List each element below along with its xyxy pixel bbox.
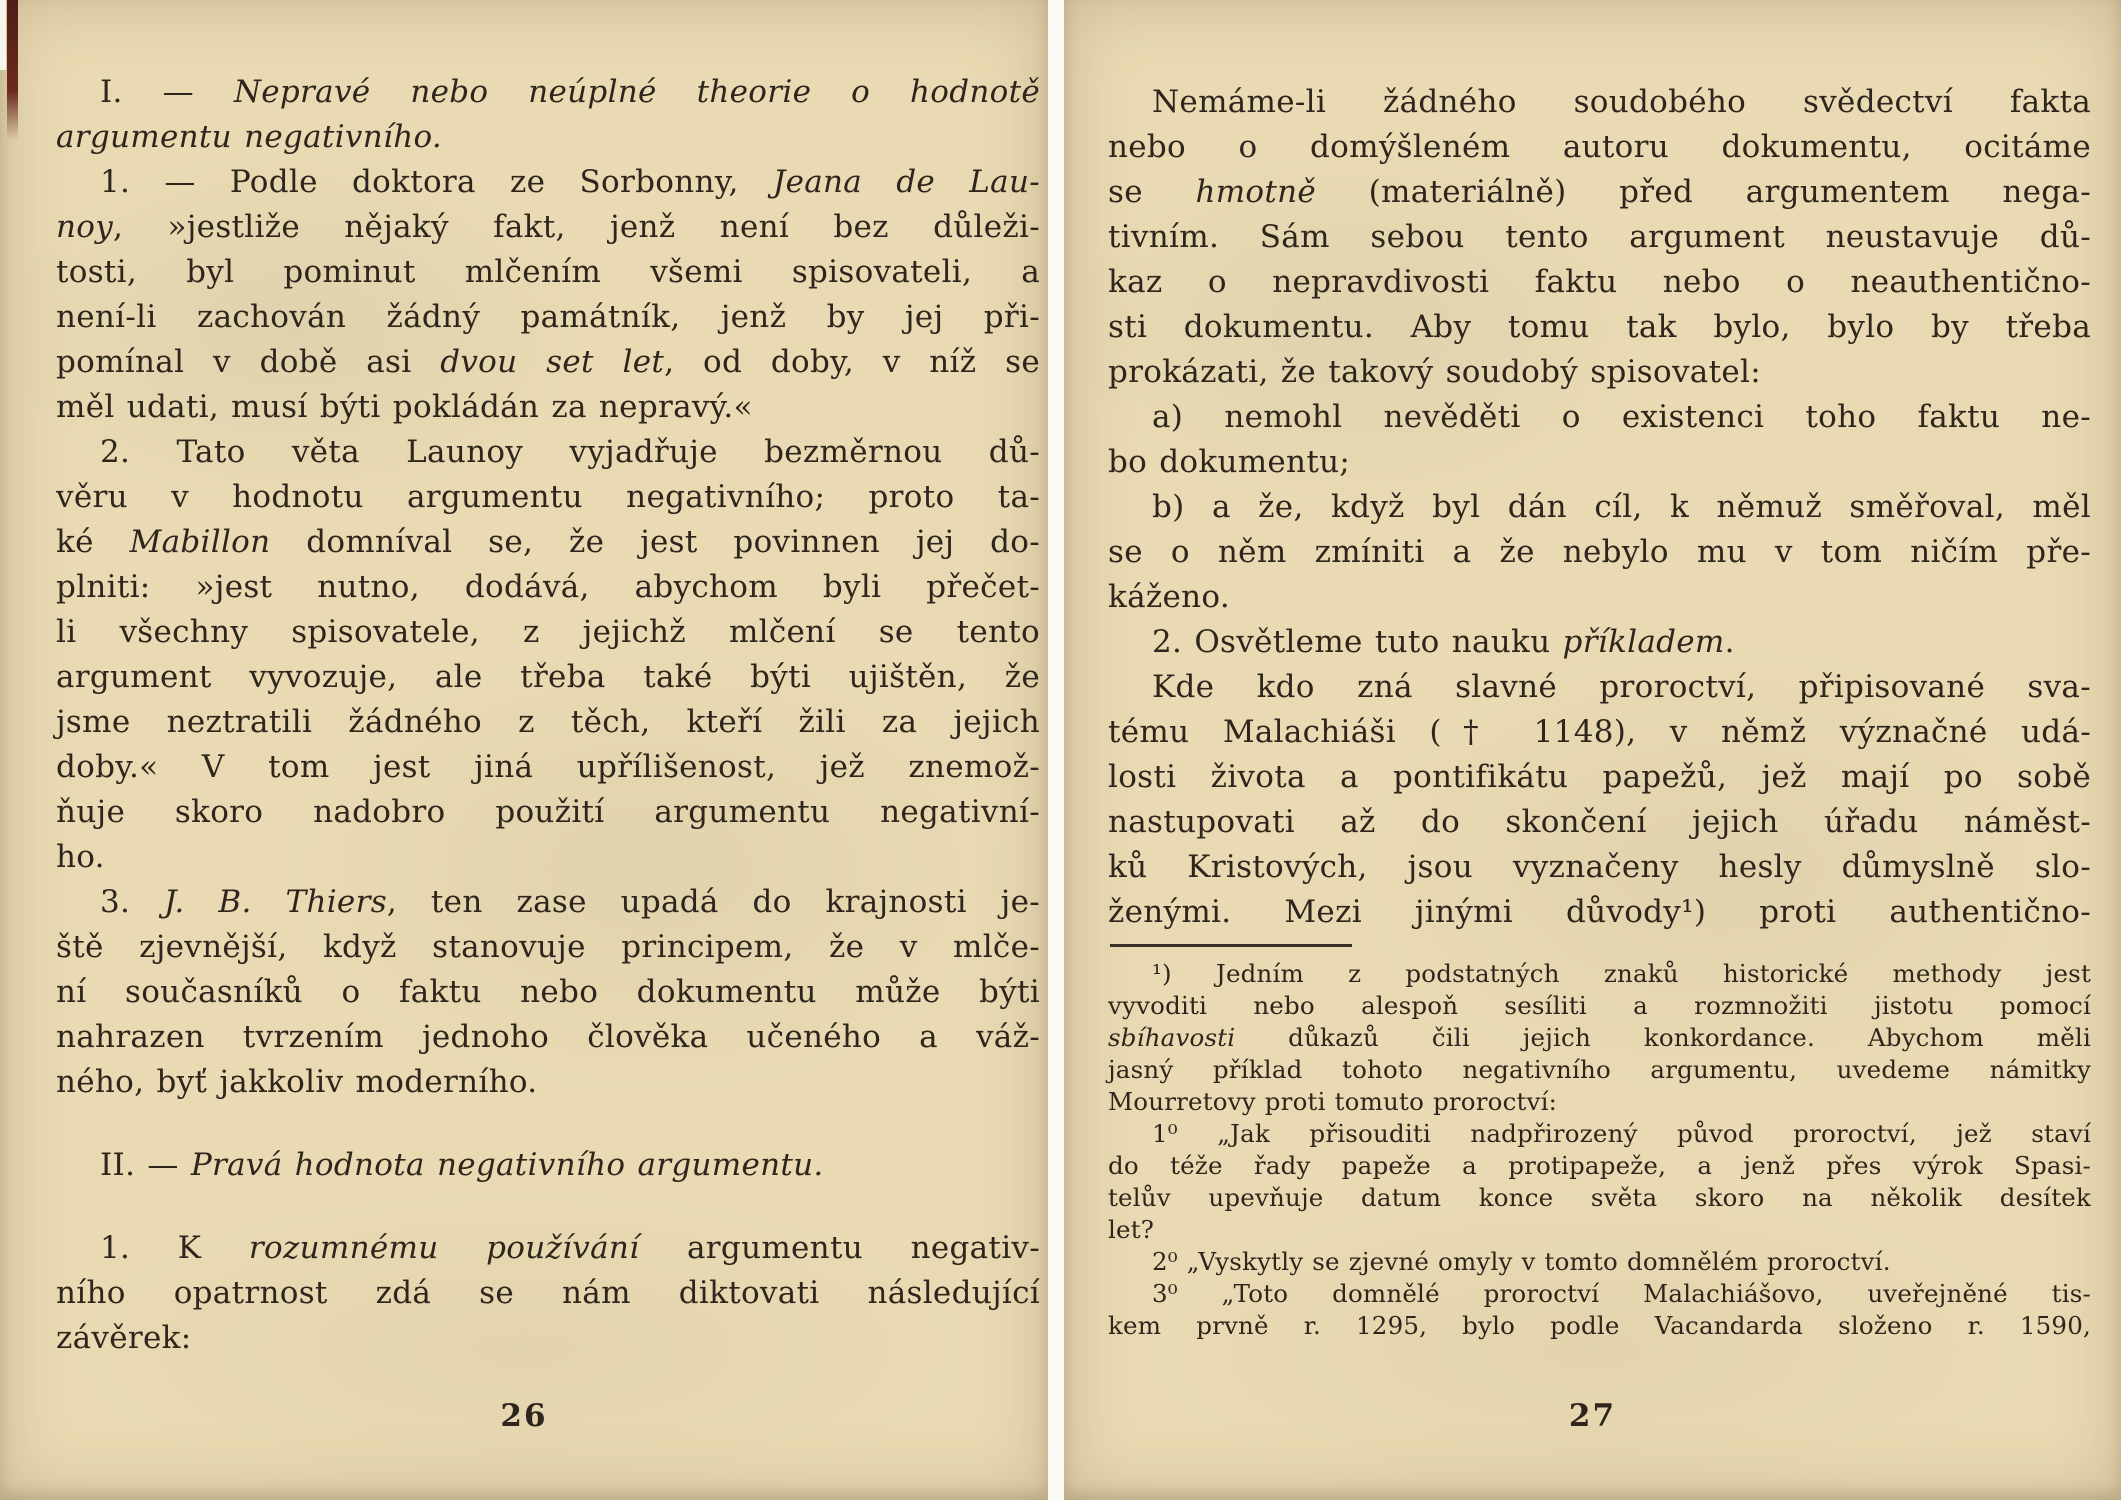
text-line: plniti: »jest nutno, dodává, abychom byli přečet- (56, 569, 1040, 605)
text-line: se hmotně (materiálně) před argumentem nega- (1108, 174, 2091, 210)
text-line: telův upevňuje datum konce světa skoro na několik desítek (1108, 1183, 2091, 1212)
text-line: bo dokumentu; (1108, 444, 1351, 480)
text-line: pomínal v době asi dvou set let, od doby, v níž se (56, 344, 1040, 380)
text-line: Mourretovy proti tomuto proroctví: (1108, 1087, 1558, 1116)
text-line: sbíhavosti důkazů čili jejich konkordance. Abychom měli (1108, 1023, 2091, 1052)
text-line: a) nemohl nevěděti o existenci toho faktu ne- (1152, 399, 2091, 435)
text-line: vyvoditi nebo alespoň sesíliti a rozmnožiti jistotu pomocí (1108, 991, 2091, 1020)
text-line: b) a že, když byl dán cíl, k němuž směřoval, měl (1152, 489, 2091, 525)
text-line: doby.« V tom jest jiná upřílišenost, jež znemož- (56, 749, 1040, 785)
text-line: ké Mabillon domníval se, že jest povinnen jej do- (56, 524, 1040, 560)
text-line: noy, »jestliže nějaký fakt, jenž není bez důleži- (56, 209, 1040, 245)
text-line: věru v hodnotu argumentu negativního; proto ta- (56, 479, 1040, 515)
text-line: jasný příklad tohoto negativního argumentu, uvedeme námitky (1108, 1055, 2091, 1084)
text-line: ního opatrnost zdá se nám diktovati následující (56, 1275, 1040, 1311)
text-line: ků Kristových, jsou vyznačeny hesly důmyslně slo- (1108, 849, 2091, 885)
text-line: sti dokumentu. Aby tomu tak bylo, bylo by třeba (1108, 309, 2091, 345)
text-line: tosti, byl pominut mlčením všemi spisovateli, a (56, 254, 1040, 290)
text-line: tému Malachiáši († 1148), v němž význačné udá- (1108, 714, 2091, 750)
text-line: argumentu negativního. (56, 119, 443, 155)
text-line: měl udati, musí býti pokládán za nepravý.« (56, 389, 753, 425)
footnote-rule (1110, 944, 1352, 947)
text-line: 1. — Podle doktora ze Sorbonny, Jeana de Lau- (100, 164, 1040, 200)
text-line: jsme neztratili žádného z těch, kteří žili za jejich (56, 704, 1040, 740)
text-line: do téže řady papeže a protipapeže, a jenž přes výrok Spasi- (1108, 1151, 2091, 1180)
text-line: 1. K rozumnému používání argumentu negativ- (100, 1230, 1040, 1266)
page-text (0, 0, 1048, 1361)
text-line: I. — Nepravé nebo neúplné theorie o hodnotě (100, 74, 1041, 110)
text-line: 2⁰ „Vyskytly se zjevné omyly v tomto domnělém proroctví. (1152, 1247, 1891, 1276)
text-line: prokázati, že takový soudobý spisovatel: (1108, 354, 1761, 390)
text-line: káženo. (1108, 579, 1230, 615)
text-line: ště zjevnější, když stanovuje principem, že v mlče- (56, 929, 1040, 965)
text-line: se o něm zmíniti a že nebylo mu v tom ničím pře- (1108, 534, 2091, 570)
text-line: závěrek: (56, 1320, 192, 1356)
page-26 (0, 0, 1048, 1500)
text-line: kem prvně r. 1295, bylo podle Vacandarda složeno r. 1590, (1108, 1311, 2091, 1340)
text-line: li všechny spisovatele, z jejichž mlčení se tento (56, 614, 1040, 650)
page-gutter (1048, 0, 1064, 1500)
text-line: ¹) Jedním z podstatných znaků historické methody jest (1152, 959, 2091, 988)
text-line: 3. J. B. Thiers, ten zase upadá do krajnosti je- (100, 884, 1040, 920)
text-line: nastupovati až do skončení jejich úřadu náměst- (1108, 804, 2091, 840)
text-line: není-li zachován žádný památník, jenž by jej při- (56, 299, 1040, 335)
text-line: kaz o nepravdivosti faktu nebo o neauthentično- (1108, 264, 2091, 300)
page-number: 26 (500, 1398, 548, 1434)
text-line: ho. (56, 839, 105, 875)
text-line: 1⁰ „Jak přisouditi nadpřirozený původ proroctví, jež staví (1152, 1119, 2091, 1148)
text-line: Nemáme-li žádného soudobého svědectví fakta (1152, 84, 2091, 120)
text-line: let? (1108, 1215, 1155, 1244)
text-line: nebo o domýšleném autoru dokumentu, ocitáme (1108, 129, 2091, 165)
text-line: ženými. Mezi jinými důvody¹) proti authentično- (1108, 894, 2091, 930)
text-line: ného, byť jakkoliv moderního. (56, 1064, 538, 1100)
text-line: argument vyvozuje, ale třeba také býti ujištěn, že (56, 659, 1040, 695)
scan-edge-sliver (0, 0, 6, 70)
page-27 (1064, 0, 2121, 1500)
text-line: tivním. Sám sebou tento argument neustavuje dů- (1108, 219, 2091, 255)
text-line: ní současníků o faktu nebo dokumentu může býti (56, 974, 1040, 1010)
page-number: 27 (1568, 1398, 1617, 1434)
text-line: Kde kdo zná slavné proroctví, připisované sva- (1152, 669, 2091, 705)
page-text (1064, 0, 2121, 1342)
book-edge-mark (7, 0, 18, 140)
text-line: ňuje skoro nadobro použití argumentu negativní- (56, 794, 1040, 830)
text-line: 2. Osvětleme tuto nauku příkladem. (1152, 624, 1735, 660)
text-line: 3⁰ „Toto domnělé proroctví Malachiášovo, uveřejněné tis- (1152, 1279, 2091, 1308)
text-line: losti života a pontifikátu papežů, jež mají po sobě (1108, 759, 2091, 795)
text-line: 2. Tato věta Launoy vyjadřuje bezměrnou dů- (100, 434, 1040, 470)
text-line: nahrazen tvrzením jednoho člověka učeného a váž- (56, 1019, 1040, 1055)
text-line: II. — Pravá hodnota negativního argumentu. (100, 1147, 824, 1183)
